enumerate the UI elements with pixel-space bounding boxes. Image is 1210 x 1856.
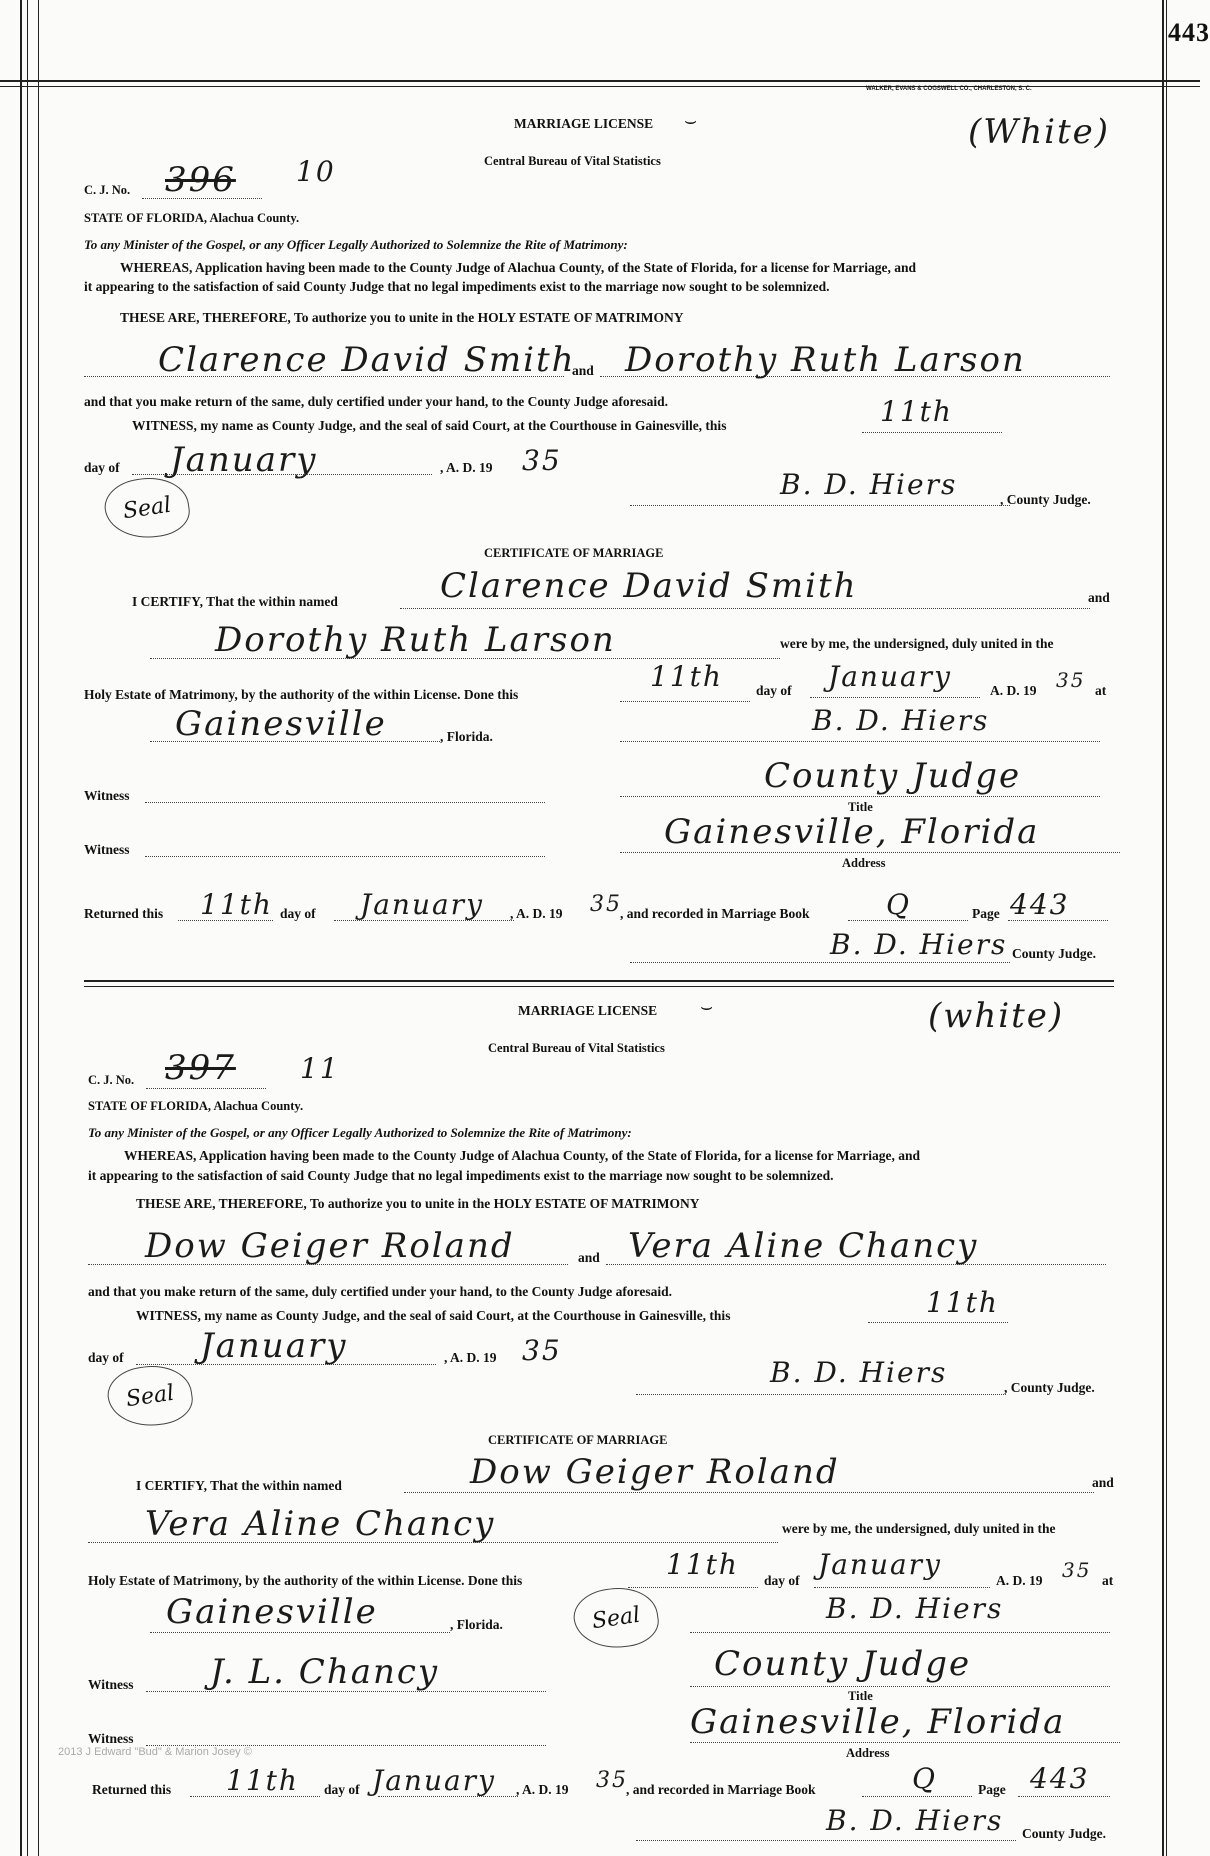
state-line: STATE OF FLORIDA, Alachua County. (84, 211, 300, 225)
corner-page-number: 443 (1168, 18, 1210, 47)
book: Q (912, 1762, 937, 1795)
witness-label-2: Witness (88, 1731, 134, 1746)
and-label: and (578, 1250, 600, 1265)
groom-name: Clarence David Smith (158, 340, 576, 380)
done-month: January (818, 1548, 942, 1581)
ad-2: A. D. 19 (990, 683, 1037, 698)
bureau-line: Central Bureau of Vital Statistics (488, 1041, 665, 1055)
bride-name: Dorothy Ruth Larson (625, 340, 1026, 380)
cj-number: 396 (165, 160, 236, 200)
cert-groom: Dow Geiger Roland (470, 1452, 840, 1492)
state-line: STATE OF FLORIDA, Alachua County. (88, 1099, 304, 1113)
cert-groom: Clarence David Smith (440, 566, 858, 606)
groom-name: Dow Geiger Roland (145, 1226, 515, 1266)
page-number: 443 (1010, 888, 1070, 921)
right-margin-line-2 (1166, 0, 1167, 1856)
county-judge-label-2: County Judge. (1012, 946, 1097, 961)
returned-day: 11th (200, 888, 273, 921)
whereas-2: it appearing to the satisfaction of said County Judge that no legal impediments exist to the marriage now sought to be solemnized. (88, 1168, 834, 1183)
returned-month: January (360, 888, 484, 921)
judge-signature: B. D. Hiers (770, 1356, 948, 1389)
left-margin-line-2 (27, 0, 28, 1856)
return-line: and that you make return of the same, duly certified under your hand, to the County Judge aforesaid. (84, 394, 669, 409)
these-are: THESE ARE, THEREFORE, To authorize you to unite in the HOLY ESTATE OF MATRIMONY (120, 310, 684, 325)
ad-label: , A. D. 19 (440, 460, 493, 475)
recorder-signature: B. D. Hiers (830, 928, 1008, 961)
address-line: To any Minister of the Gospel, or any Officer Legally Authorized to Solemnize the Rite of Matrimony: (88, 1125, 632, 1140)
address-label: Address (842, 856, 886, 870)
officiant-seal: Seal (570, 1582, 662, 1653)
i-certify: I CERTIFY, That the within named (132, 594, 338, 609)
month: January (200, 1326, 348, 1366)
witness-line: WITNESS, my name as County Judge, and the seal of said Court, at the Courthouse in Gainesville, this (132, 418, 727, 433)
holy-estate: Holy Estate of Matrimony, by the authority of the within License. Done this (84, 687, 519, 702)
at-label: at (1095, 683, 1107, 698)
whereas-2: it appearing to the satisfaction of said County Judge that no legal impediments exist to the marriage now sought to be solemnized. (84, 279, 830, 294)
holy-estate: Holy Estate of Matrimony, by the authority of the within License. Done this (88, 1573, 523, 1588)
watermark: 2013 J Edward "Bud" & Marion Josey © (58, 1746, 252, 1758)
officiant-address: Gainesville, Florida (664, 812, 1040, 852)
were-by-me: were by me, the undersigned, duly united in the (782, 1521, 1056, 1536)
officiant-title: County Judge (714, 1644, 972, 1684)
done-month: January (828, 660, 952, 693)
returned-day: 11th (226, 1764, 299, 1797)
address-label: Address (846, 1746, 890, 1760)
day-of-2: day of (756, 683, 792, 698)
cert-bride: Dorothy Ruth Larson (215, 620, 616, 660)
florida-label: , Florida. (450, 1617, 503, 1632)
returned-year: 35 (596, 1768, 628, 1793)
cj-label: C. J. No. (88, 1073, 135, 1087)
cj-label: C. J. No. (84, 183, 131, 197)
county-judge-label: , County Judge. (1004, 1380, 1095, 1395)
florida-label: , Florida. (440, 729, 493, 744)
page-label: Page (972, 906, 1000, 921)
page-label: Page (978, 1782, 1006, 1797)
ad-label: , A. D. 19 (444, 1350, 497, 1365)
top-rule-1 (0, 80, 1200, 82)
returned-month: January (372, 1764, 496, 1797)
place: Gainesville (166, 1592, 378, 1632)
done-day: 11th (650, 660, 723, 693)
left-margin-line-1 (20, 0, 22, 1856)
returned-this: Returned this (92, 1782, 172, 1797)
witness-line: WITNESS, my name as County Judge, and the seal of said Court, at the Courthouse in Gainesville, this (136, 1308, 731, 1323)
check-mark: ⌣ (684, 110, 698, 132)
title-label: Title (848, 1689, 873, 1703)
ad-2: A. D. 19 (996, 1573, 1043, 1588)
cj-seq: 11 (300, 1052, 340, 1085)
left-margin-line-3 (38, 0, 39, 1856)
cj-number: 397 (165, 1048, 236, 1088)
witness-label-1: Witness (84, 788, 130, 803)
recorded-label: , and recorded in Marriage Book (626, 1782, 816, 1797)
day-of-2: day of (764, 1573, 800, 1588)
cj-seq: 10 (296, 155, 336, 188)
address-line: To any Minister of the Gospel, or any Officer Legally Authorized to Solemnize the Rite of Matrimony: (84, 237, 628, 252)
license-title: MARRIAGE LICENSE (514, 116, 654, 131)
at-label: at (1102, 1573, 1114, 1588)
race-note: (White) (968, 112, 1111, 152)
done-year: 35 (1056, 668, 1086, 692)
recorded-label: , and recorded in Marriage Book (620, 906, 810, 921)
bureau-line: Central Bureau of Vital Statistics (484, 154, 661, 168)
cert-bride: Vera Aline Chancy (145, 1504, 496, 1544)
witness-label-2: Witness (84, 842, 130, 857)
witness-1: J. L. Chancy (210, 1652, 440, 1692)
right-margin-line (1162, 0, 1164, 1856)
judge-signature: B. D. Hiers (780, 468, 958, 501)
done-year: 35 (1062, 1558, 1092, 1582)
court-seal: Seal (104, 1360, 196, 1431)
day-of-label: day of (84, 460, 120, 475)
bride-name: Vera Aline Chancy (628, 1226, 979, 1266)
officiant-signature: B. D. Hiers (812, 704, 990, 737)
check-mark: ⌣ (700, 996, 714, 1018)
officiant-signature: B. D. Hiers (826, 1592, 1004, 1625)
day-of-3: day of (280, 906, 316, 921)
return-line: and that you make return of the same, duly certified under your hand, to the County Judge aforesaid. (88, 1284, 673, 1299)
recorder-signature: B. D. Hiers (826, 1804, 1004, 1837)
title-label: Title (848, 800, 873, 814)
race-note: (white) (928, 996, 1065, 1036)
witness-day: 11th (926, 1286, 999, 1319)
year: 35 (522, 1334, 562, 1367)
month: January (170, 440, 318, 480)
witness-day: 11th (880, 395, 953, 428)
county-judge-label-2: County Judge. (1022, 1826, 1107, 1841)
ad-3: , A. D. 19 (516, 1782, 569, 1797)
court-seal: Seal (101, 472, 193, 543)
returned-year: 35 (590, 892, 622, 917)
section-divider-2 (84, 986, 1114, 987)
whereas-1: WHEREAS, Application having been made to the County Judge of Alachua County, of the State of Florida, for a license for Marriage, and (124, 1148, 921, 1163)
these-are: THESE ARE, THEREFORE, To authorize you to unite in the HOLY ESTATE OF MATRIMONY (136, 1196, 700, 1211)
officiant-title: County Judge (764, 756, 1022, 796)
ad-3: , A. D. 19 (510, 906, 563, 921)
i-certify: I CERTIFY, That the within named (136, 1478, 342, 1493)
year: 35 (522, 444, 562, 477)
certificate-title: CERTIFICATE OF MARRIAGE (484, 546, 664, 560)
and-label-2: and (1092, 1475, 1114, 1490)
printer-line: WALKER, EVANS & COGSWELL CO., CHARLESTON, S. C. (866, 86, 1032, 92)
officiant-address: Gainesville, Florida (690, 1702, 1066, 1742)
section-divider-1 (84, 980, 1114, 982)
place: Gainesville (175, 704, 387, 744)
and-label: and (572, 363, 594, 378)
county-judge-label: , County Judge. (1000, 492, 1091, 507)
done-day: 11th (666, 1548, 739, 1581)
certificate-title: CERTIFICATE OF MARRIAGE (488, 1433, 668, 1447)
page-number: 443 (1030, 1762, 1090, 1795)
whereas-1: WHEREAS, Application having been made to the County Judge of Alachua County, of the State of Florida, for a license for Marriage, and (120, 260, 917, 275)
returned-this: Returned this (84, 906, 164, 921)
license-title: MARRIAGE LICENSE (518, 1003, 658, 1018)
were-by-me: were by me, the undersigned, duly united in the (780, 636, 1054, 651)
and-label-2: and (1088, 590, 1110, 605)
day-of-3: day of (324, 1782, 360, 1797)
day-of-label: day of (88, 1350, 124, 1365)
book: Q (886, 888, 911, 921)
witness-label-1: Witness (88, 1677, 134, 1692)
